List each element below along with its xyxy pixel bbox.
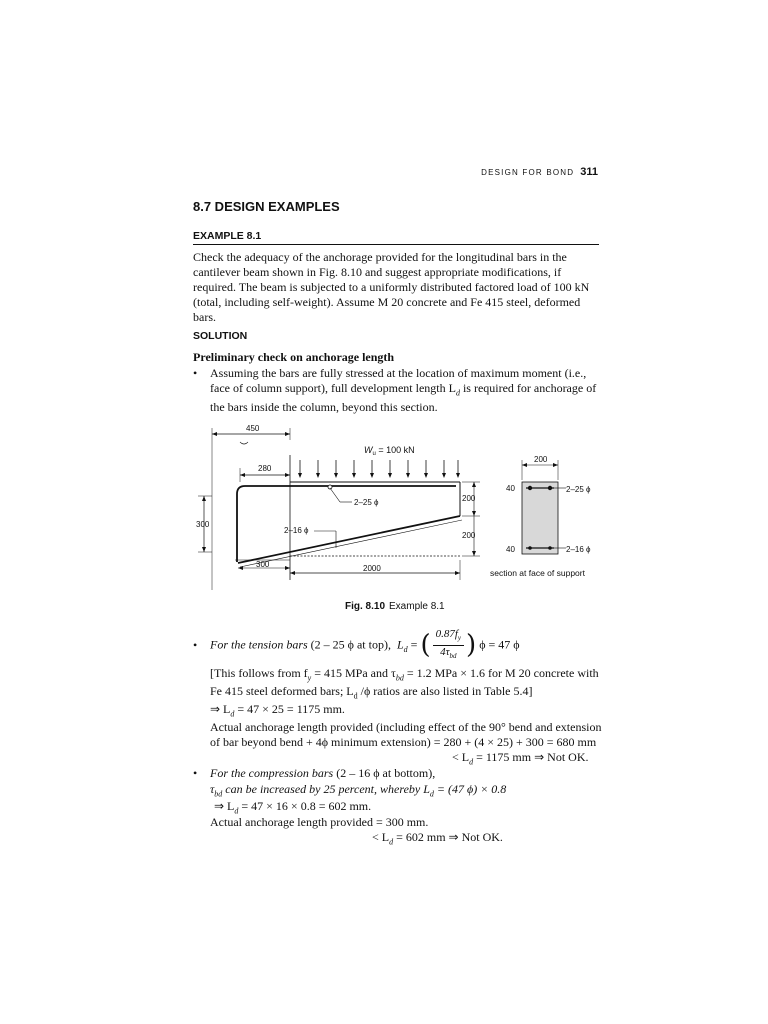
bullet1-line: face of column support), full development length $L_d$ is required for anchorage of [210, 381, 597, 398]
section-top-bars-label: 2–25 ϕ [566, 485, 591, 494]
tension-actual-1: Actual anchorage length provided (including effect of the 90° bend and extension [210, 720, 602, 734]
bullet-dot: • [193, 366, 198, 380]
compression-check: < $L_d = 602$ mm ⇒ Not OK. [372, 830, 503, 847]
dim-300-ext-label: 300 [256, 560, 270, 569]
tension-note-1: [This follows from $f_y = 415$ MPa and $\tau_{bd} = 1.2$ MPa × 1.6 for M 20 concrete with [210, 666, 599, 683]
figure-caption [345, 601, 445, 612]
problem-line: required. The beam is subjected to a uniformly distributed factored load of 100 kN [193, 280, 590, 294]
dim-2000 [290, 560, 460, 580]
bullet-dot: • [193, 638, 198, 652]
figure-caption-text: Example 8.1 [389, 601, 445, 612]
cover-top-label: 40 [506, 484, 515, 493]
cross-section [490, 455, 591, 578]
problem-line: cantilever beam shown in Fig. 8.10 and suggest appropriate modifications, if [193, 265, 562, 279]
compression-actual: Actual anchorage length provided = 300 mm. [210, 815, 429, 829]
problem-line: bars. [193, 310, 216, 324]
bullet1-line: the bars inside the column, beyond this section. [210, 400, 438, 415]
subheading: Preliminary check on anchorage length [193, 350, 395, 364]
page-number: 311 [580, 166, 598, 178]
dim-200-right [462, 482, 480, 556]
solution-label: SOLUTION [193, 330, 248, 342]
problem-line: (total, including self-weight). Assume M 20 concrete and Fe 415 steel, deformed [193, 295, 581, 309]
tension-equation: For the tension bars (2 – 25 ϕ at top), $L_d$ = ( $\frac{0.87f_y}{4\tau_{bd}}$ ) ϕ = 47 ϕ [210, 628, 520, 661]
dim-200b-label: 200 [462, 531, 476, 540]
section-caption: section at face of support [490, 568, 585, 578]
dim-200a-label: 200 [462, 494, 476, 503]
section-bottom-bars-label: 2–16 ϕ [566, 545, 591, 554]
dim-300-height [196, 496, 212, 552]
tension-check: < $L_d = 1175$ mm ⇒ Not OK. [452, 750, 589, 767]
dim-450-label: 450 [246, 424, 260, 433]
load-arrows [300, 460, 458, 476]
dim-280 [240, 464, 290, 482]
compression-line-1: $\tau_{bd}$ can be increased by 25 percent, whereby $L_d = (47$ ϕ) × 0.8 [210, 782, 507, 799]
dim-300-height-label: 300 [196, 520, 210, 529]
example-rule [193, 244, 599, 245]
problem-statement [193, 250, 599, 325]
problem-line: Check the adequacy of the anchorage provided for the longitudinal bars in the [193, 250, 567, 264]
compression-calc: ⇒ $L_d = 47 \times 16 \times 0.8 = 602$ mm. [214, 799, 372, 816]
section-title: 8.7 DESIGN EXAMPLES [193, 199, 340, 214]
section-width-label: 200 [534, 455, 548, 464]
bullet1-text [210, 366, 602, 415]
dim-280-label: 280 [258, 464, 272, 473]
compression-intro: For the compression bars (2 – 16 ϕ at bottom), [210, 766, 436, 780]
running-header [420, 166, 598, 178]
cantilever-beam-figure [196, 420, 610, 590]
beam-outline [235, 482, 460, 560]
tension-note-2: Fe 415 steel deformed bars; $L_d$ /ϕ ratios are also listed in Table 5.4] [210, 684, 533, 701]
bottom-bar-label: 2–16 ϕ [284, 526, 309, 535]
bullet-dot: • [193, 766, 198, 780]
figure-caption-label: Fig. 8.10 [345, 601, 386, 612]
dim-450 [212, 424, 290, 590]
tension-calc: ⇒ $L_d = 47 \times 25 = 1175$ mm. [210, 702, 345, 719]
example-title: EXAMPLE 8.1 [193, 230, 262, 242]
tension-actual-2: of bar beyond bend + 4ϕ minimum extension) = 280 + (4 × 25) + 300 = 680 mm [210, 735, 597, 749]
dim-2000-label: 2000 [363, 564, 381, 573]
bullet1-line: Assuming the bars are fully stressed at the location of maximum moment (i.e., [210, 366, 587, 380]
svg-text:Wu = 100 kN: $W_u = 100$ kN [364, 445, 415, 457]
cover-bottom-label: 40 [506, 545, 515, 554]
top-bar-label: 2–25 ϕ [354, 498, 379, 507]
running-title: DESIGN FOR BOND [481, 168, 575, 177]
